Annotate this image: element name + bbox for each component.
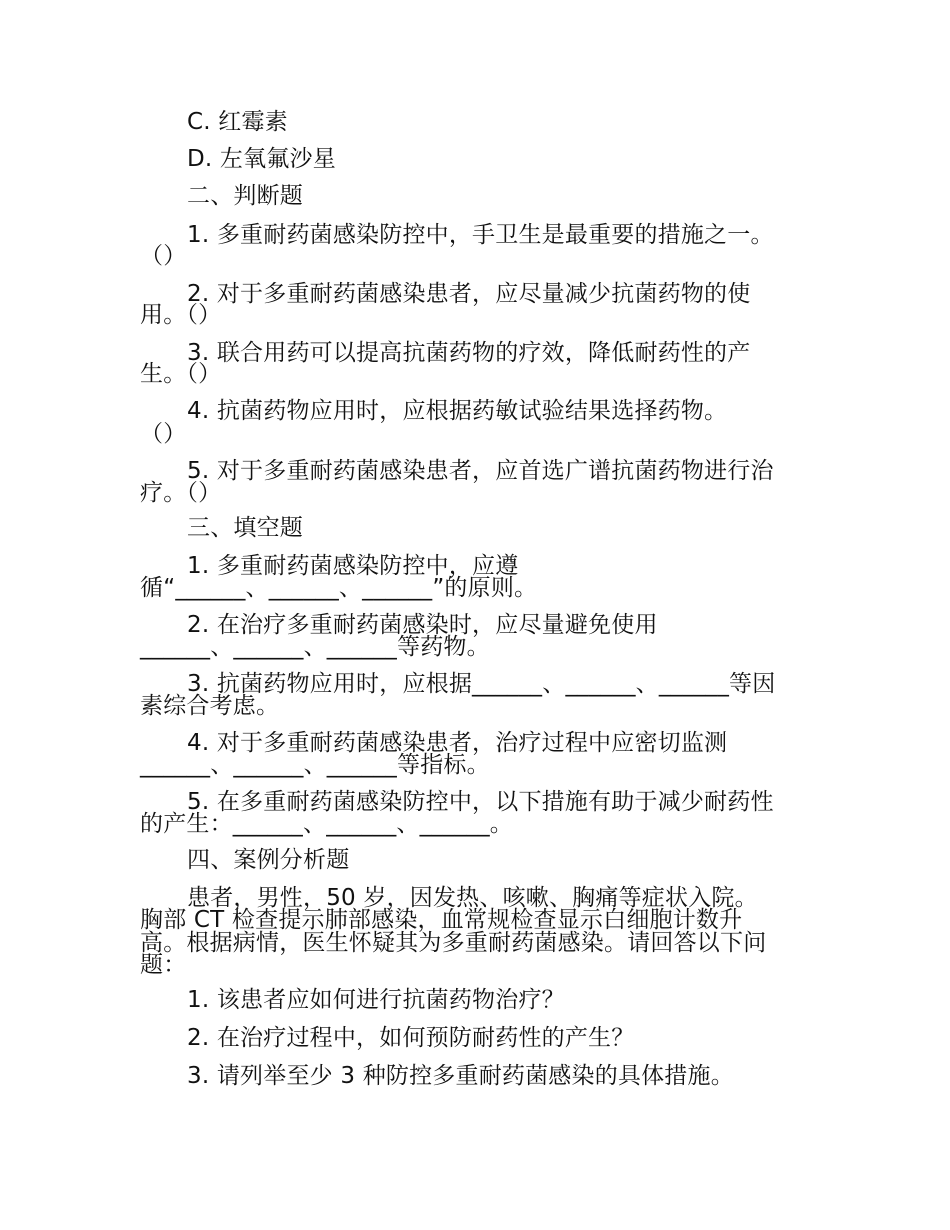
case-question-1: 1. 该患者应如何进行抗菌药物治疗？ (187, 987, 565, 1013)
fill-question-4-cont: ______、______、______等指标。 (140, 752, 490, 778)
tf-question-4-cont: （） (140, 421, 187, 447)
fill-question-5: 5. 在多重耐药菌感染防控中，以下措施有助于减少耐药性 (187, 789, 774, 815)
case-text-line-3: 高。根据病情，医生怀疑其为多重耐药菌感染。请回答以下问 (140, 930, 767, 956)
tf-question-4: 4. 抗菌药物应用时，应根据药敏试验结果选择药物。 (187, 398, 728, 424)
section-heading-case-analysis: 四、案例分析题 (187, 847, 350, 873)
fill-question-5-cont: 的产生：______、______、______。 (140, 811, 513, 837)
option-d: D. 左氧氟沙星 (187, 146, 336, 172)
fill-question-3: 3. 抗菌药物应用时，应根据______、______、______等因 (187, 671, 776, 697)
tf-question-1: 1. 多重耐药菌感染防控中，手卫生是最重要的措施之一。 (187, 222, 774, 248)
case-text-line-2: 胸部 CT 检查提示肺部感染，血常规检查显示白细胞计数升 (140, 907, 743, 933)
fill-question-4: 4. 对于多重耐药菌感染患者，治疗过程中应密切监测 (187, 730, 728, 756)
tf-question-2-cont: 用。（） (140, 302, 222, 328)
case-question-3: 3. 请列举至少 3 种防控多重耐药菌感染的具体措施。 (187, 1063, 734, 1089)
tf-question-1-cont: （） (140, 243, 187, 269)
tf-question-3: 3. 联合用药可以提高抗菌药物的疗效，降低耐药性的产 (187, 340, 751, 366)
fill-question-3-cont: 素综合考虑。 (140, 693, 280, 719)
tf-question-5-cont: 疗。（） (140, 480, 222, 506)
section-heading-fill-blank: 三、填空题 (187, 515, 303, 541)
tf-question-2: 2. 对于多重耐药菌感染患者，应尽量减少抗菌药物的使 (187, 281, 751, 307)
fill-question-1-cont: 循“______、______、______”的原则。 (140, 575, 538, 601)
fill-question-2-cont: ______、______、______等药物。 (140, 634, 490, 660)
tf-question-5: 5. 对于多重耐药菌感染患者，应首选广谱抗菌药物进行治 (187, 458, 774, 484)
case-text-line-4: 题： (140, 952, 187, 978)
section-heading-true-false: 二、判断题 (187, 183, 303, 209)
case-text-line-1: 患者，男性，50 岁，因发热、咳嗽、胸痛等症状入院。 (187, 885, 758, 911)
fill-question-2: 2. 在治疗多重耐药菌感染时，应尽量避免使用 (187, 612, 658, 638)
case-question-2: 2. 在治疗过程中，如何预防耐药性的产生？ (187, 1025, 635, 1051)
tf-question-3-cont: 生。（） (140, 361, 222, 387)
fill-question-1: 1. 多重耐药菌感染防控中，应遵 (187, 553, 519, 579)
option-c: C. 红霉素 (187, 109, 288, 135)
